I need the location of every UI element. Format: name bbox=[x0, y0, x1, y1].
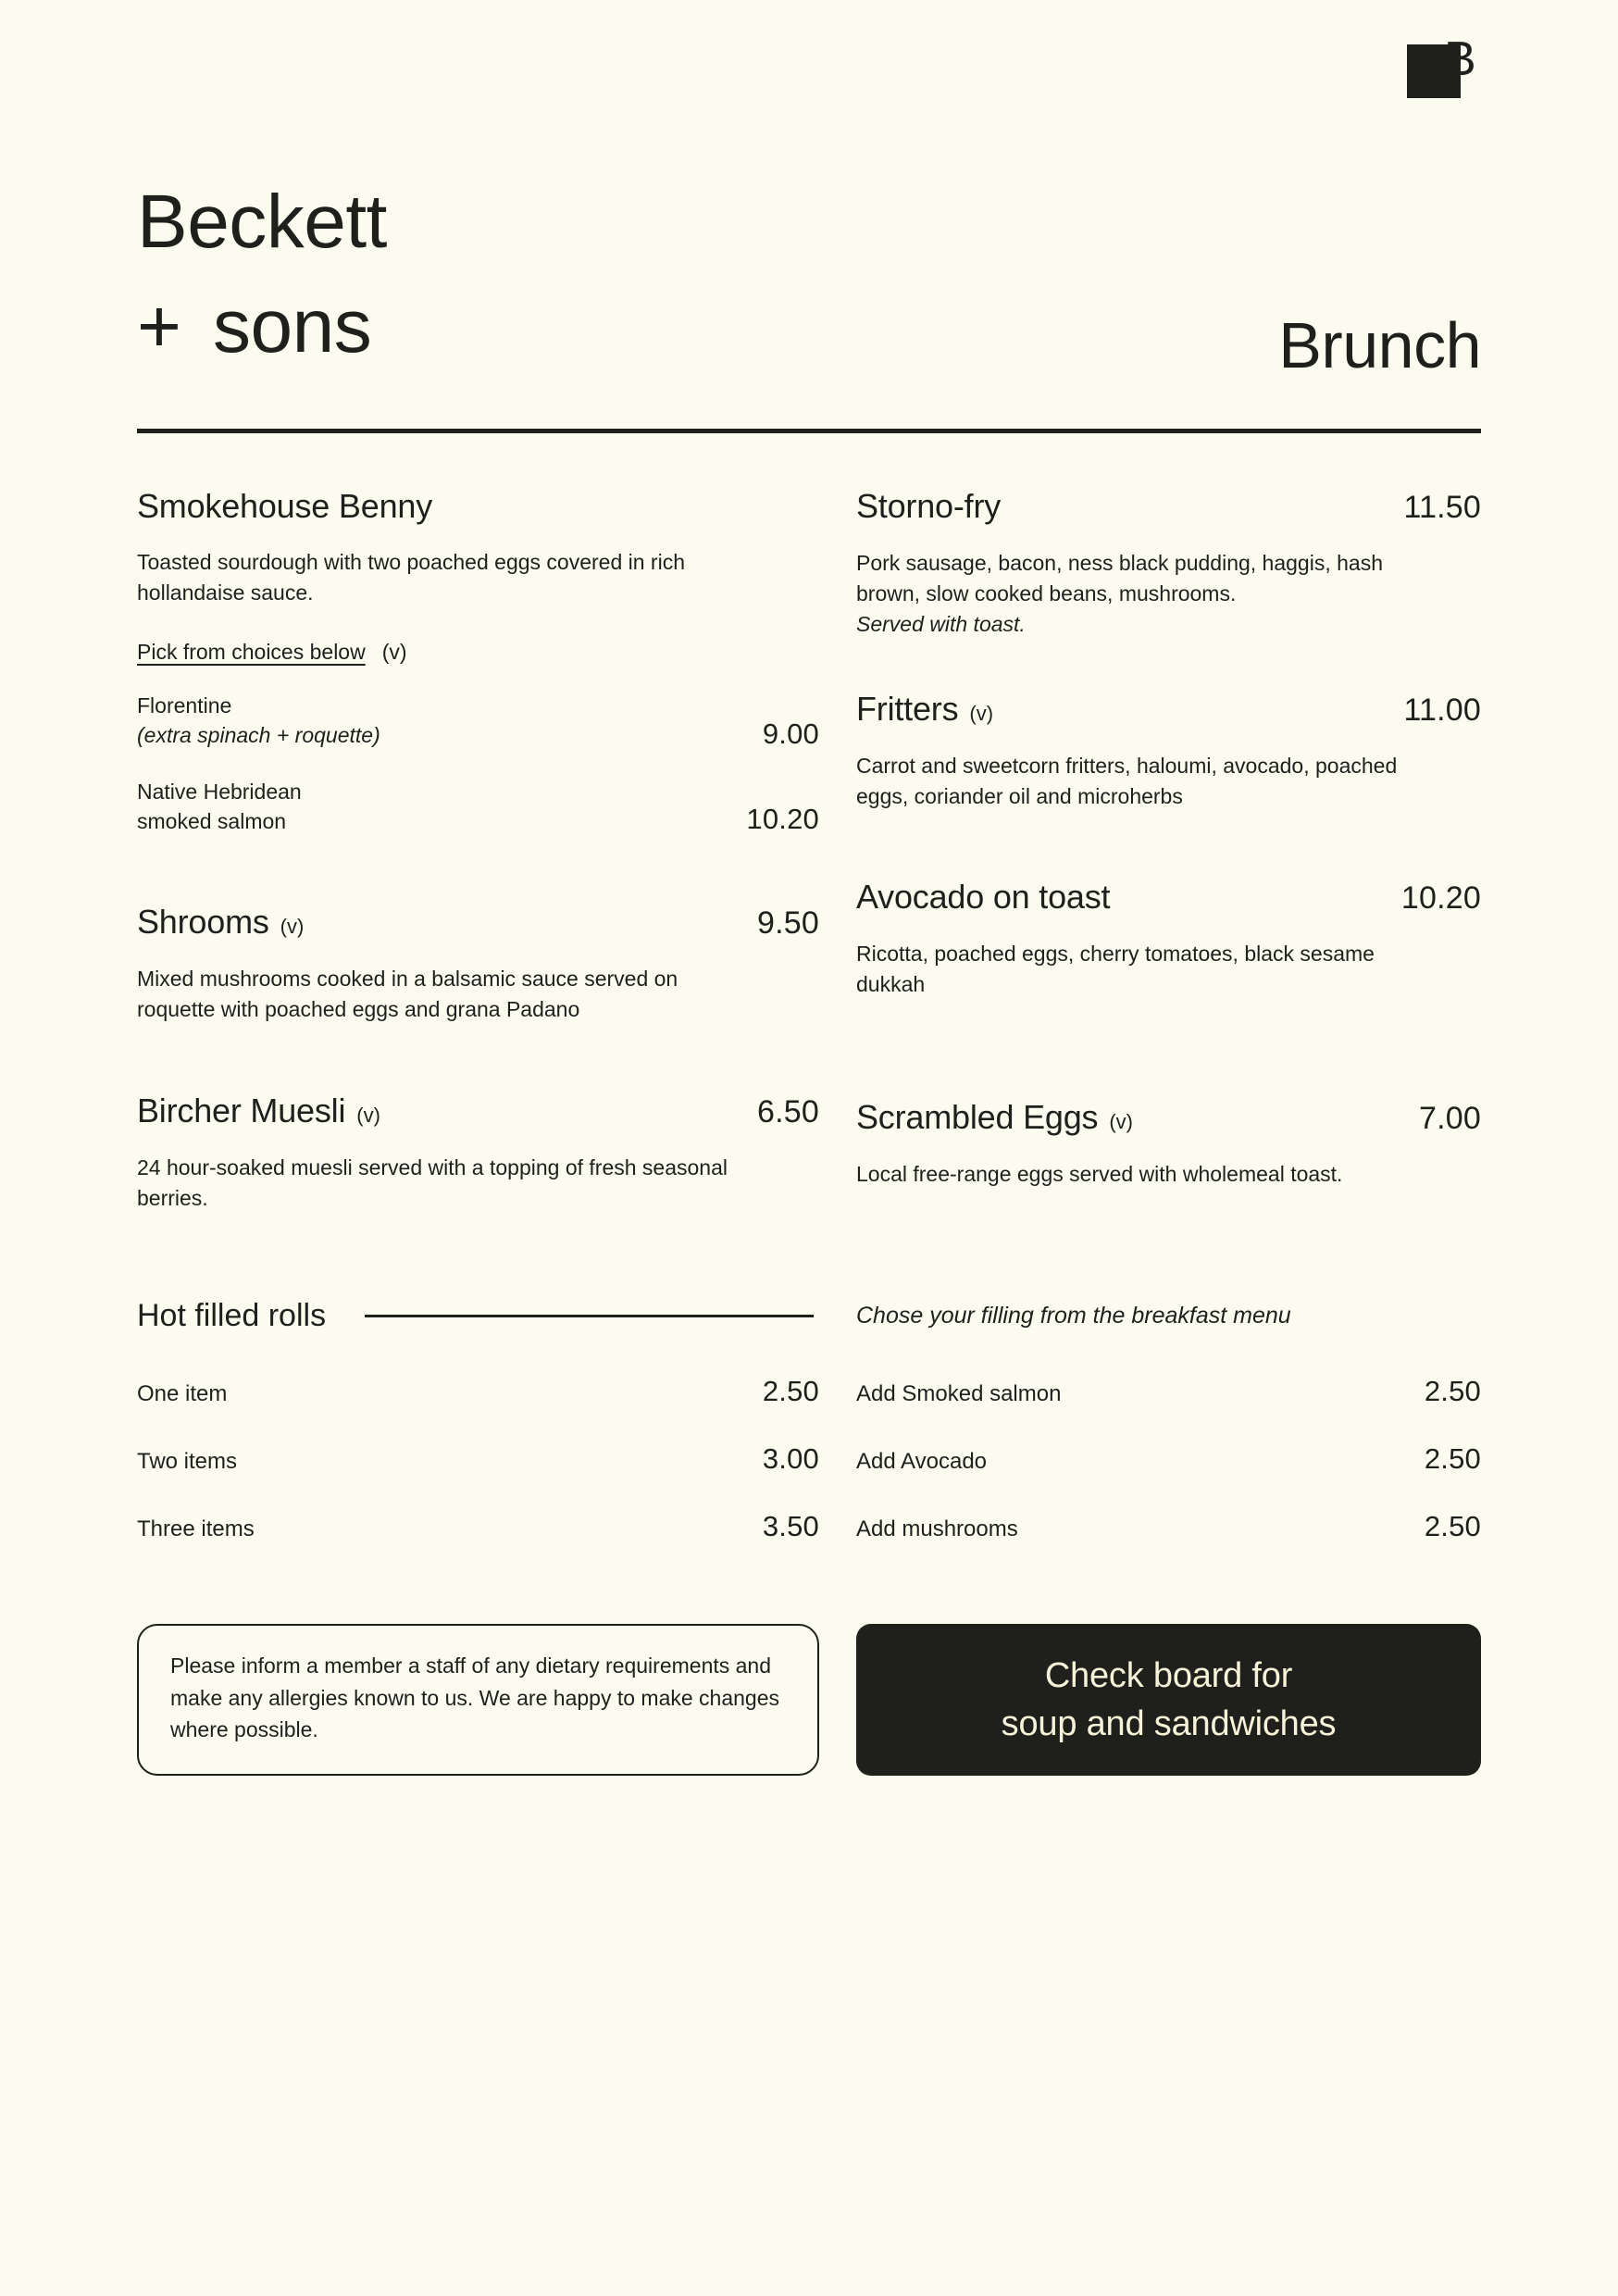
spacer bbox=[856, 811, 1481, 878]
menu-item-title: Storno-fry bbox=[856, 487, 1002, 526]
menu-column-left bbox=[137, 487, 819, 1213]
vegetarian-marker: (v) bbox=[356, 1103, 380, 1127]
menu-item-header bbox=[137, 903, 819, 942]
menu-item-fritters bbox=[856, 690, 1481, 812]
menu-item-title: Avocado on toast bbox=[856, 878, 1111, 917]
menu-item-scrambled-eggs bbox=[856, 1098, 1481, 1190]
menu-item-price: 11.50 bbox=[1403, 490, 1481, 526]
logo-letter: B bbox=[1444, 32, 1476, 86]
page-title: Brunch bbox=[1278, 309, 1481, 381]
list-item bbox=[137, 1375, 819, 1408]
menu-item-header bbox=[137, 487, 819, 525]
menu-item-title bbox=[137, 903, 304, 941]
row-price: 2.50 bbox=[1424, 1375, 1481, 1408]
menu-columns bbox=[137, 487, 1481, 1213]
menu-choice-name: Florentine bbox=[137, 693, 232, 718]
menu-item-price: 11.00 bbox=[1403, 692, 1481, 728]
menu-item-description bbox=[856, 548, 1449, 640]
list-item bbox=[856, 1510, 1481, 1543]
menu-item-description-text: Pork sausage, bacon, ness black pudding, haggis, hash brown, slow cooked beans, mushrooms. bbox=[856, 551, 1383, 605]
menu-item-price: 9.50 bbox=[757, 905, 819, 941]
row-price: 2.50 bbox=[1424, 1510, 1481, 1543]
menu-column-right bbox=[856, 487, 1481, 1213]
menu-choice-sub: (extra spinach + roquette) bbox=[137, 723, 380, 748]
cta-line-one: Check board for bbox=[1044, 1655, 1293, 1695]
brand-logo-icon bbox=[1407, 32, 1481, 98]
menu-item-title: Smokehouse Benny bbox=[137, 487, 433, 526]
rolls-price-rows bbox=[137, 1375, 1481, 1578]
menu-item-name: Fritters bbox=[856, 689, 959, 728]
row-label: Add Avocado bbox=[856, 1449, 988, 1475]
menu-item-name: Bircher Muesli bbox=[137, 1091, 346, 1129]
row-label: Add mushrooms bbox=[856, 1516, 1018, 1542]
menu-item-price: 6.50 bbox=[757, 1093, 819, 1129]
spacer bbox=[137, 1025, 819, 1092]
spacer bbox=[856, 1000, 1481, 1067]
menu-item-header bbox=[856, 487, 1481, 526]
column-gutter bbox=[819, 487, 856, 1213]
menu-item-header bbox=[856, 690, 1481, 729]
spacer bbox=[856, 640, 1481, 690]
hot-filled-rolls-heading bbox=[137, 1298, 819, 1334]
spacer bbox=[856, 1067, 1481, 1098]
pick-choices-label bbox=[137, 640, 819, 665]
vegetarian-marker: (v) bbox=[969, 701, 994, 725]
menu-item-title bbox=[137, 1092, 380, 1129]
cta-line-two: soup and sandwiches bbox=[1001, 1704, 1337, 1744]
hot-filled-rolls-band bbox=[137, 1298, 1481, 1334]
row-price: 2.50 bbox=[762, 1375, 819, 1408]
pick-choices-text: Pick from choices below bbox=[137, 640, 366, 665]
menu-item-avocado-on-toast bbox=[856, 878, 1481, 1000]
filling-note: Chose your filling from the breakfast menu bbox=[856, 1303, 1291, 1329]
menu-choice-florentine bbox=[137, 691, 819, 750]
menu-item-shrooms bbox=[137, 903, 819, 1025]
menu-choice-hebridean-salmon bbox=[137, 777, 819, 836]
row-price: 3.50 bbox=[762, 1510, 819, 1543]
list-item bbox=[137, 1442, 819, 1476]
check-board-button[interactable] bbox=[856, 1624, 1481, 1776]
roll-addon-list bbox=[856, 1375, 1481, 1578]
menu-item-description-note: Served with toast. bbox=[856, 611, 1026, 636]
spacer bbox=[137, 836, 819, 903]
roll-quantity-list bbox=[137, 1375, 819, 1578]
column-gutter bbox=[819, 1375, 856, 1578]
row-label: One item bbox=[137, 1381, 228, 1407]
menu-item-header bbox=[856, 878, 1481, 917]
menu-choice-sub: smoked salmon bbox=[137, 808, 287, 833]
vegetarian-marker: (v) bbox=[280, 914, 305, 938]
brand-sons-word: sons bbox=[213, 283, 372, 368]
section-title: Hot filled rolls bbox=[137, 1298, 327, 1334]
menu-item-bircher-muesli bbox=[137, 1092, 819, 1214]
allergy-notice: Please inform a member a staff of any dietary requirements and make any allergies known to us. We are happy to make changes where possible. bbox=[137, 1624, 819, 1776]
menu-item-name: Shrooms bbox=[137, 902, 269, 941]
row-label: Three items bbox=[137, 1516, 255, 1542]
list-item bbox=[137, 1510, 819, 1543]
header-divider bbox=[137, 429, 1481, 433]
menu-item-description: Local free-range eggs served with wholemeal toast. bbox=[856, 1162, 1343, 1187]
menu-item-title bbox=[856, 1098, 1133, 1136]
menu-item-name: Scrambled Eggs bbox=[856, 1098, 1099, 1137]
menu-item-description: Carrot and sweetcorn fritters, haloumi, avocado, poached eggs, coriander oil and microherbs bbox=[856, 753, 1398, 808]
menu-item-description: Mixed mushrooms cooked in a balsamic sauce served on roquette with poached eggs and grana Padano bbox=[137, 966, 678, 1021]
vegetarian-marker: (v) bbox=[381, 640, 407, 665]
vegetarian-marker: (v) bbox=[1109, 1110, 1133, 1134]
menu-item-description: 24 hour-soaked muesli served with a topping of fresh seasonal berries. bbox=[137, 1154, 728, 1210]
menu-choice-price: 9.00 bbox=[762, 717, 819, 750]
menu-choice-name: Native Hebridean bbox=[137, 779, 302, 804]
menu-item-description: Toasted sourdough with two poached eggs covered in rich hollandaise sauce. bbox=[137, 550, 685, 605]
row-label: Add Smoked salmon bbox=[856, 1381, 1062, 1407]
row-label: Two items bbox=[137, 1449, 238, 1475]
brand-line-one: Beckett bbox=[137, 180, 387, 264]
row-price: 3.00 bbox=[762, 1442, 819, 1476]
menu-item-storno-fry bbox=[856, 487, 1481, 640]
section-divider bbox=[365, 1315, 814, 1317]
menu-item-header bbox=[137, 1092, 819, 1130]
list-item bbox=[856, 1375, 1481, 1408]
menu-item-price: 10.20 bbox=[1400, 880, 1481, 917]
menu-choice-label bbox=[137, 777, 302, 836]
menu-choice-label bbox=[137, 691, 380, 750]
brand-plus-symbol: + bbox=[137, 283, 181, 368]
row-price: 2.50 bbox=[1424, 1442, 1481, 1476]
masthead bbox=[137, 0, 1481, 381]
menu-item-header bbox=[856, 1098, 1481, 1137]
list-item bbox=[856, 1442, 1481, 1476]
menu-item-title bbox=[856, 690, 993, 728]
menu-choice-price: 10.20 bbox=[746, 802, 819, 835]
footer bbox=[137, 1624, 1481, 1776]
column-gutter bbox=[819, 1624, 856, 1776]
menu-item-description: Ricotta, poached eggs, cherry tomatoes, black sesame dukkah bbox=[856, 942, 1375, 997]
menu-item-smokehouse-benny bbox=[137, 487, 819, 836]
menu-item-price: 7.00 bbox=[1419, 1101, 1481, 1137]
